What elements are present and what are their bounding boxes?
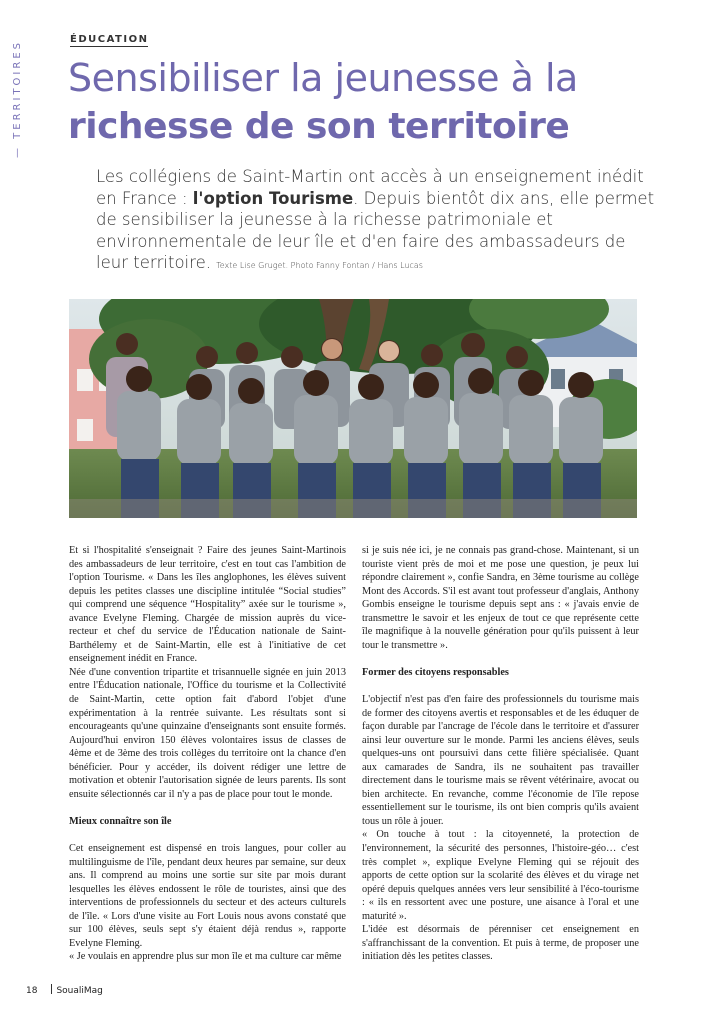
subheading: Mieux connaître son île xyxy=(69,815,172,827)
title-line-1: Sensibiliser la jeunesse à la xyxy=(68,56,578,100)
page-number: 18 xyxy=(26,986,38,996)
paragraph: Née d'une convention tripartite et trisannuelle signée en juin 2013 entre l'Éducation nationale, l'Office du tourisme et la Collectivité de Saint-Martin, cette option fait d'abord l'objet d'une expérimentation à la rentrée suivante. Les résultats sont si encourageants qu'une quinzaine d'enseignants sont ensuite formés. Aujourd'hui environ 150 élèves volontaires issus de classes de 4ème et de 3ème des trois collèges du territoire ont la chance d'en bénéficier. Pour y accéder, ils doivent rédiger une lettre de motivation et obtenir l'autorisation signée de leurs parents. Ils sont ensuite sélectionnés car il n'y a pas de place pour tout le monde. xyxy=(69,666,346,800)
magazine-name: SoualiMag xyxy=(56,986,103,996)
paragraph: L'objectif n'est pas d'en faire des professionnels du tourisme mais de former des citoyens avertis et responsables et de les éduquer de façon durable par l'ancrage de l'école dans le territoire et d'assurer ainsi leur ouverture sur le monde. Parmi les anciens élèves, seuls quelques-uns ont poursuivi dans cette filière spécialisée. Quant aux camarades de Sandra, ils ne souhaitent pas travailler directement dans le tourisme mais se rêvent vétérinaire, avocat ou bien architecte. En revanche, comme l'économie de l'île repose essentiellement sur le tourisme, ils ont bien compris qu'ils avaient tous un rôle à jouer. xyxy=(362,694,639,827)
rubric-label: — TERRITOIRES xyxy=(12,40,23,158)
subheading: Former des citoyens responsables xyxy=(362,666,509,678)
paragraph: Et si l'hospitalité s'enseignait ? Faire des jeunes Saint-Martinois des ambassadeurs de leur territoire, c'est en tout cas l'ambition de l'option Tourisme. « Dans les îles anglophones, les élèves suivent depuis les petites classes une discipline intitulée “Social studies” qui comprend une séquence “Hospitality” axée sur le tourisme », avance Evelyne Fleming. Chargée de mission auprès du vice-recteur et chef du service de l'Éducation nationale de Saint-Barthélemy et de Saint-Martin, elle est à l'initiative de cet enseignement inédit en France. xyxy=(69,545,346,665)
section-label: ÉDUCATION xyxy=(70,34,149,45)
footer-divider xyxy=(51,984,52,994)
paragraph: si je suis née ici, je ne connais pas grand-chose. Maintenant, si un touriste vient près de moi et me pose une question, je peux lui répondre clairement », confie Sandra, en 3ème tourisme au collège Mont des Accords. S'il est avant tout professeur d'anglais, Anthony Gombis enseigne le tourisme depuis sept ans : « j'avais envie de transmettre le savoir et les enjeux de tout ce que représente cette île magnifique à la nouvelle génération pour qu'ils puissent à leur tour le transmettre ». xyxy=(362,545,639,651)
paragraph: « On touche à tout : la citoyenneté, la protection de l'environnement, la sécurité des personnes, l'histoire-géo… c'est très complet », explique Evelyne Fleming qui se réjouit des apports de cette option sur la scolarité des élèves et du virage net opéré depuis quelques années vers leur sensibilité à l'éco-tourisme : « ils en ressortent avec une posture, une aisance à l'oral et une maturité ». xyxy=(362,829,639,922)
text-column-1 xyxy=(69,544,346,964)
paragraph: « Je voulais en apprendre plus sur mon île et ma culture car même xyxy=(69,951,342,963)
lead-bold: l'option Tourisme xyxy=(192,188,354,208)
group-photo-illustration xyxy=(69,299,637,518)
title-line-2: richesse de son territoire xyxy=(68,106,570,147)
lead-paragraph: Les collégiens de Saint-Martin ont accès à un enseignement inédit en France : l'option Tourisme. Depuis bientôt dix ans, elle permet de sensibiliser la jeunesse à la richesse patrimoniale et environnementale de leur île et d'en faire des ambassadeurs de leur territoire. Texte Lise Gruget. Photo Fanny Fontan / Hans Lucas xyxy=(96,167,655,272)
photo-credit: Texte Lise Gruget. Photo Fanny Fontan / Hans Lucas xyxy=(216,261,423,270)
group-photo xyxy=(69,299,637,518)
page-footer xyxy=(26,984,103,996)
paragraph: L'idée est désormais de pérenniser cet enseignement en s'affranchissant de la convention. Et puis à terme, de proposer une initiation dès les petites classes. xyxy=(362,924,639,963)
text-column-2 xyxy=(362,544,639,964)
paragraph: Cet enseignement est dispensé en trois langues, pour coller au multilinguisme de l'île, pendant deux heures par semaine, sur deux ans. Il comprend au moins une sortie sur site par mois durant lesquelles les élèves endossent le rôle de touristes, ainsi que des interventions de professionnels du secteur et des acteurs culturels de l'île. « Lors d'une visite au Fort Louis nous avons constaté que sur 100 élèves, seuls sept s'y étaient déjà rendus », rapporte Evelyne Fleming. xyxy=(69,843,346,949)
